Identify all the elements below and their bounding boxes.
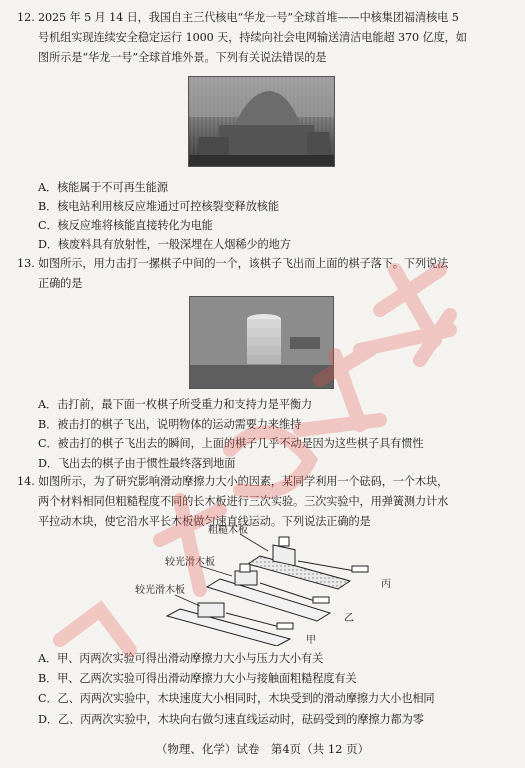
q12-number: 12. xyxy=(17,11,35,24)
q14-option-d: D．乙、丙两次实验中，木块向右做匀速直线运动时，砝码受到的摩擦力都为零 xyxy=(38,713,424,726)
label-smooth-board-1: 较光滑木板 xyxy=(165,557,215,568)
q14-stem-line-2: 两个材料相同但粗糙程度不同的长木板进行三次实验。三次实验中，用弹簧测力计水 xyxy=(38,495,449,508)
q12-stem-line-1: 2025 年 5 月 14 日，我国自主三代核电“华龙一号”全球首堆——中核集团福清核电 5 xyxy=(38,11,459,24)
q12-option-c: C．核反应堆将核能直接转化为电能 xyxy=(38,219,213,232)
label-smooth-board-2: 较光滑木板 xyxy=(135,585,185,596)
q13-option-b: B．被击打的棋子飞出，说明物体的运动需要力来维持 xyxy=(38,418,302,431)
page-footer: （物理、化学）试卷 第4页（共 12 页） xyxy=(155,742,370,756)
q12-option-a: A．核能属于不可再生能源 xyxy=(38,181,168,194)
q12-stem-line-2: 号机组实现连续安全稳定运行 1000 天，持续向社会电网输送清洁电能超 370 亿度，如 xyxy=(38,31,467,44)
label-rough-board: 粗糙木板 xyxy=(208,525,248,536)
reactor-building-image xyxy=(189,77,334,166)
label-exp-c: 丙 xyxy=(381,579,391,590)
q12-option-b: B．核电站利用核反应堆通过可控核裂变释放核能 xyxy=(38,200,279,213)
q14-option-b: B．甲、乙两次实验可得出滑动摩擦力大小与接触面粗糙程度有关 xyxy=(38,672,357,685)
q12-stem-line-3: 图所示是“华龙一号”全球首堆外景。下列有关说法错误的是 xyxy=(38,51,327,64)
chess-stack-image xyxy=(190,297,333,388)
q12-option-d: D．核废料具有放射性，一般深埋在人烟稀少的地方 xyxy=(38,238,291,251)
stacked-chess-pieces-photo xyxy=(189,296,334,389)
hualong-one-photo xyxy=(188,76,335,167)
q14-stem-line-3: 平拉动木块，使它沿水平长木板做匀速直线运动。下列说法正确的是 xyxy=(38,515,371,528)
q13-number: 13. xyxy=(17,257,35,270)
q14-option-c: C．乙、丙两次实验中，木块速度大小相同时，木块受到的滑动摩擦力大小也相同 xyxy=(38,692,435,705)
label-exp-a: 甲 xyxy=(306,635,316,646)
q14-option-a: A．甲、丙两次实验可得出滑动摩擦力大小与压力大小有关 xyxy=(38,652,324,665)
q13-option-c: C．被击打的棋子飞出去的瞬间，上面的棋子几乎不动是因为这些棋子具有惯性 xyxy=(38,437,424,450)
q13-stem-line-2: 正确的是 xyxy=(38,277,83,290)
q14-stem-line-1: 如图所示，为了研究影响滑动摩擦力大小的因素，某同学利用一个砝码，一个木块， xyxy=(38,475,449,488)
q13-option-a: A．击打前，最下面一枚棋子所受重力和支持力是平衡力 xyxy=(38,398,313,411)
label-exp-b: 乙 xyxy=(344,613,354,624)
q14-number: 14. xyxy=(17,475,35,488)
friction-experiment-diagram xyxy=(120,521,410,646)
q13-stem-line-1: 如图所示，用力击打一摞棋子中间的一个，该棋子飞出而上面的棋子落下。下列说法 xyxy=(38,257,449,270)
q13-option-d: D．飞出去的棋子由于惯性最终落到地面 xyxy=(38,457,236,470)
